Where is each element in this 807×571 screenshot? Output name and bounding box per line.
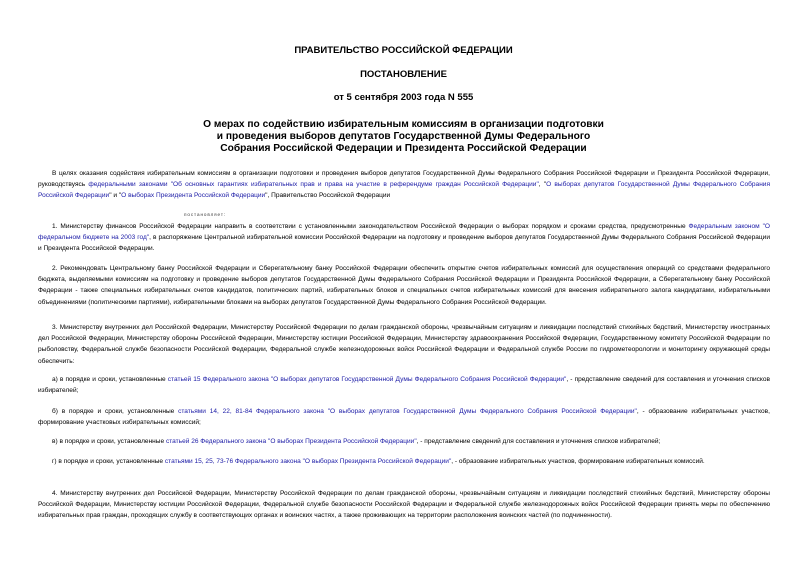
subparagraph-b (38, 406, 770, 428)
law-link-arts-14-22-81-84-duma[interactable]: статьями 14, 22, 81-84 Федерального закона "О выборах депутатов Государственной Думы Федерального Собрания Российской Федерации" (178, 408, 637, 415)
law-link-art-15-duma[interactable]: статьей 15 Федерального закона "О выборах депутатов Государственной Думы Федерального Собрания Российской Федерации" (167, 376, 567, 383)
law-link-arts-15-25-73-76-president[interactable]: статьями 15, 25, 73-76 Федерального закона "О выборах Президента Российской Федерации" (164, 458, 452, 465)
subparagraph-v (38, 436, 770, 447)
pg-text-1: г) в порядке и сроки, установленные (52, 458, 165, 465)
pg-text-2: , - образование избирательных участков, формирование избирательных комиссий. (451, 458, 705, 465)
subparagraph-g (38, 456, 770, 467)
paragraph-3: 3. Министерству внутренних дел Российской Федерации, Министерству Российской Федерации по делам гражданской обороны, чрезвычайным ситуациям и ликвидации последствий стихийных бедствий, Министерству иностранных дел Российской Федерации, Министерству обороны Российской Федерации, Министерству юстиции Российской Федерации, Министерству здравоохранения Российской Федерации, Государственному комитету Российской Федерации по рыболовству, Федеральной службе безопасности Российской Федерации, Федеральной службе железнодорожных войск Российской Федерации и Федеральной службе России по гидрометеорологии и мониторингу окружающей среды обеспечить: (38, 324, 770, 365)
law-link-duma-elections[interactable]: О выборах депутатов Государственной Думы Федерального Собрания Российской Федерации (38, 181, 771, 200)
paragraph-2: 2. Рекомендовать Центральному банку Российской Федерации и Сберегательному банку Российской Федерации обеспечить открытие счетов избирательных комиссий для осуществления операций со средствами федерального бюджета, выделяемыми комиссиям на подготовку и проведение выборов депутатов Государственной Думы Федерального Собрания Российской Федерации и Президента Российской Федерации, а Сберегательному банку Российской Федерации - также специальных избирательных счетов кандидатов, политических партий, избирательных блоков и специальных счетов избирательных комиссий для внесения избирательного залога кандидатами, избирательными объединениями (политическими партиями), избирательными блоками на выборах депутатов Государственной Думы Федерального Собрания Российской Федерации. (38, 265, 770, 306)
paragraph-1 (38, 221, 770, 255)
government-heading: ПРАВИТЕЛЬСТВО РОССИЙСКОЙ ФЕДЕРАЦИИ (294, 45, 513, 56)
paragraph-4: 4. Министерству внутренних дел Российской Федерации, Министерству Российской Федерации по делам гражданской обороны, чрезвычайным ситуациям и ликвидации последствий стихийных бедствий, Министерству обороны Российской Федерации, Министерству юстиции Российской Федерации, Федеральной службе безопасности Российской Федерации и Федеральной службе железнодорожных войск Российской Федерации принять меры по обеспечению избирательных прав граждан, проходящих службу в соответствующих органах и воинских частях, а также проживающих на территории расположения воинских частей (по подчиненности). (38, 490, 770, 520)
title-line-1: О мерах по содействию избирательным комиссиям в организации подготовки (203, 119, 604, 130)
pb-text-2: , - образование избирательных участков, формирование участковых избирательных комиссий; (38, 408, 770, 427)
law-link-guarantees[interactable]: федеральными законами "Об основных гарантиях избирательных прав и права на участие в референдуме граждан Российской Федерации" (88, 181, 539, 189)
pv-text-2: , - представление сведений для составления и уточнения списков избирателей; (416, 438, 661, 445)
law-link-budget-2003[interactable]: Федеральным законом "О федеральном бюджете на 2003 год" (38, 223, 770, 242)
pa-text-1: а) в порядке и сроки, установленные (52, 376, 168, 383)
p1-text-1: 1. Министерству финансов Российской Федерации направить в соответствии с установленными законодательством Российской Федерации о выборах порядком и сроками средства, предусмотренные (52, 223, 689, 230)
intro-text-1: В целях оказания содействия избирательным комиссиям в организации подготовки и проведения выборов депутатов Государственной Думы Федерального Собрания Российской Федерации и Президента Российской Федерации, руководствуясь (38, 170, 770, 189)
p1-text-2: , в распоряжение Центральной избирательной комиссии Российской Федерации на подготовку и проведение выборов депутатов Государственной Думы Федерального Собрания Российской Федерации и Президента Российской Федерации. (38, 234, 770, 253)
date-and-number: от 5 сентября 2003 года N 555 (333, 92, 474, 103)
law-link-art-26-president[interactable]: статьей 26 Федерального закона "О выборах Президента Российской Федерации" (165, 438, 417, 445)
pv-text-1: в) в порядке и сроки, установленные (52, 438, 166, 445)
pb-text-1: б) в порядке и сроки, установленные (52, 408, 179, 415)
intro-paragraph (38, 168, 770, 202)
law-link-president-elections[interactable]: О выборах Президента Российской Федерации (121, 192, 266, 200)
title-line-3: Собрания Российской Федерации и Президента Российской Федерации (220, 143, 587, 154)
title-line-2: и проведения выборов депутатов Государственной Думы Федерального (216, 131, 591, 142)
subparagraph-a (38, 374, 770, 396)
decree-word: постановляет: (184, 212, 227, 217)
intro-text-2: , " (538, 181, 547, 189)
document-type: ПОСТАНОВЛЕНИЕ (360, 69, 447, 80)
intro-text-4: ", Правительство Российской Федерации (265, 192, 391, 200)
intro-text-3: " и " (109, 192, 122, 200)
pa-text-2: , - представление сведений для составления и уточнения списков избирателей; (38, 376, 770, 395)
